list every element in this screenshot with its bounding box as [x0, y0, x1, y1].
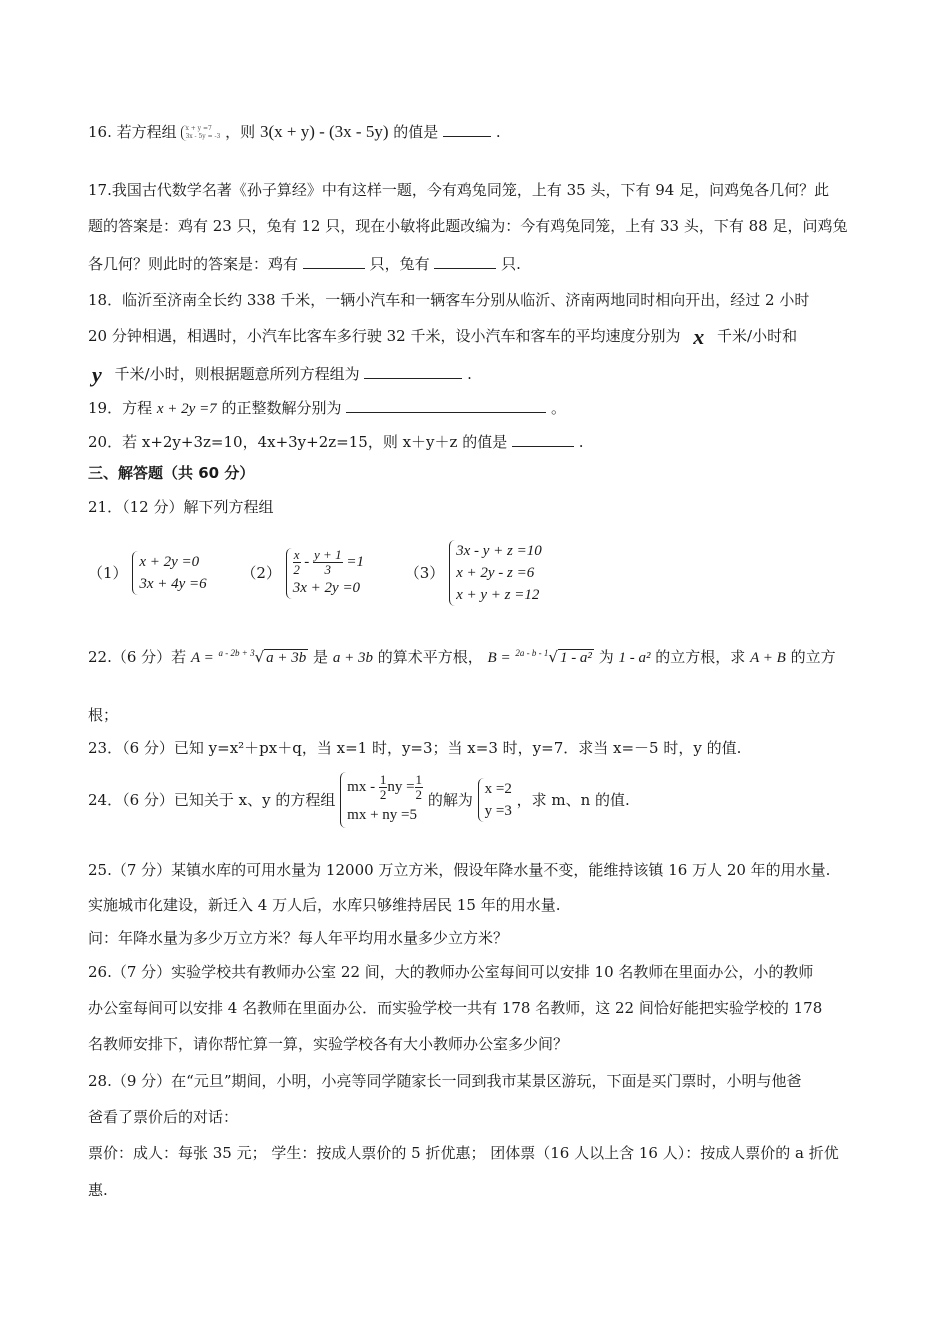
denominator: 2 [415, 787, 423, 803]
answer-blank[interactable] [512, 430, 574, 447]
question-text: 的正整数解分别为 [221, 399, 342, 417]
answer-blank[interactable] [443, 120, 491, 137]
numerator: y + 1 [314, 546, 342, 562]
equation-line [293, 548, 364, 577]
numerator: x [293, 546, 300, 562]
question-20 [88, 430, 584, 452]
math-expression: 1 - a² [618, 650, 651, 666]
question-16 [88, 120, 501, 142]
denominator: 2 [293, 561, 300, 577]
question-28-line-3: 票价：成人：每张 35 元； 学生：按成人票价的 5 折优惠； 团体票（16 人以上含 16 人）：按成人票价的 a 折优 [88, 1144, 839, 1162]
answer-blank-rabbits[interactable] [434, 252, 496, 269]
question-text: 的算术平方根， [377, 648, 483, 666]
equation-line: 3x + 2y =0 [292, 579, 361, 596]
question-text: 各几何？则此时的答案是：鸡有 [88, 255, 299, 273]
root-index: a - 2b + 3 [218, 648, 255, 658]
question-28-line-4: 惠. [88, 1181, 108, 1199]
question-26-line-2: 办公室每间可以安排 4 名教师在里面办公．而实验学校一共有 178 名教师，这 22 间恰好能把实验学校的 178 [88, 999, 823, 1017]
solution-system [478, 778, 512, 822]
equation-line [347, 772, 423, 802]
question-22-line-2: 根； [88, 706, 119, 724]
equation-system-1 [132, 551, 206, 595]
equation-line: x =2 [484, 781, 512, 798]
equation-line: x + y + z =12 [456, 587, 540, 603]
equation-system [340, 772, 423, 828]
question-25-line-3: 问：年降水量为多少万立方米？每人年平均用水量多少立方米？ [88, 929, 509, 947]
question-text: 24．（6 分）已知关于 x、y 的方程组 [88, 791, 336, 810]
question-text: 的解为 [427, 791, 473, 810]
question-28-line-1: 28.（9 分）在“元旦”期间，小明，小亮等同学随家长一同到我市某景区游玩，下面是买门票时，小明与他爸 [88, 1072, 802, 1090]
equation-system-2 [286, 548, 364, 599]
equation-line: 3x + 4y =6 [139, 576, 207, 592]
denominator: 3 [324, 561, 332, 577]
question-21-title: 21．（12 分）解下列方程组 [88, 498, 274, 516]
question-21-systems [88, 540, 542, 616]
math-term: mx - [347, 779, 379, 795]
question-text: 20．若 x+2y+3z=10，4x+3y+2z=15，则 x＋y＋z 的值是 [88, 433, 508, 451]
question-text: . [495, 123, 501, 141]
question-text: ，则 [225, 123, 256, 141]
radicand: 1 - a² [559, 650, 592, 666]
question-text: . [578, 433, 584, 451]
variable-x: x [693, 324, 705, 349]
question-text: 的值是 [393, 123, 439, 141]
part-label: （1） [88, 564, 128, 582]
math-term: ny = [387, 779, 415, 795]
question-text: 的立方根，求 [655, 648, 746, 666]
question-text: 是 [313, 648, 329, 666]
question-17-line-1: 17.我国古代数学名著《孙子算经》中有这样一题，今有鸡兔同笼，上有 35 头，下有 94 足，问鸡兔各几何？此 [88, 181, 830, 199]
fraction [415, 773, 424, 802]
question-text: 为 [598, 648, 614, 666]
answer-blank[interactable] [346, 396, 546, 413]
numerator: 1 [415, 772, 423, 788]
radical-sign: √ [548, 648, 558, 666]
question-25-line-1: 25.（7 分）某镇水库的可用水量为 12000 万立方米，假设年降水量不变，能维持该镇 16 万人 20 年的用水量. [88, 861, 831, 879]
equation-line: 3x - 5y = -3 [185, 133, 221, 140]
question-text: 千米/小时，则根据题意所列方程组为 [114, 365, 360, 383]
question-26-line-3: 名教师安排下，请你帮忙算一算，实验学校各有大小教师办公室多少间？ [88, 1035, 569, 1053]
equation-line: x + 2y - z =6 [456, 565, 535, 581]
answer-blank-chickens[interactable] [303, 252, 365, 269]
question-25-line-2: 实施城市化建设，新迁入 4 万人后，水库只够维持居民 15 年的用水量. [88, 896, 561, 914]
question-text: 只，兔有 [369, 255, 430, 273]
question-22-line-1 [88, 643, 836, 668]
question-28-line-2: 爸看了票价后的对话： [88, 1108, 239, 1126]
question-text: 22.（6 分）若 [88, 648, 187, 666]
equation-line: x + y =7 [185, 125, 212, 132]
math-expression: A + B [750, 650, 786, 666]
question-text: 若方程组 [116, 123, 177, 141]
section-heading: 三、解答题（共 60 分） [88, 464, 255, 482]
question-18-line-3 [88, 362, 472, 385]
question-text: 只. [501, 255, 521, 273]
question-19 [88, 396, 566, 419]
math-expression: x + 2y =7 [156, 401, 217, 417]
question-text: 19．方程 [88, 399, 153, 417]
fraction [293, 548, 301, 577]
operator: - [300, 553, 314, 570]
question-18-line-2 [88, 326, 797, 347]
denominator: 2 [379, 787, 387, 803]
radical-sign: √ [254, 648, 265, 666]
root-index: 2a - b - 1 [515, 648, 549, 658]
math-expression: A = [190, 650, 214, 666]
part-label: （3） [404, 564, 445, 582]
numerator: 1 [379, 772, 387, 788]
equation-system [181, 125, 220, 141]
question-17-line-2: 题的答案是：鸡有 23 只，兔有 12 只，现在小敏将此题改编为：今有鸡兔同笼，上有 33 头，下有 88 足，问鸡兔 [88, 217, 848, 235]
math-expression: B = [487, 650, 511, 666]
equation-line: x + 2y =0 [139, 554, 200, 570]
question-text: 的立方 [790, 648, 836, 666]
operator: =1 [342, 553, 364, 570]
radicand: a + 3b [266, 650, 307, 666]
equation-line: mx + ny =5 [347, 807, 417, 824]
question-23: 23．（6 分）已知 y=x²＋px＋q，当 x=1 时，y=3；当 x=3 时，y=7．求当 x=－5 时，y 的值. [88, 739, 742, 757]
part-label: （2） [241, 564, 281, 582]
equation-line: 3x - y + z =10 [456, 543, 542, 559]
answer-blank[interactable] [364, 362, 462, 379]
question-text: 20 分钟相遇，相遇时，小汽车比客车多行驶 32 千米，设小汽车和客车的平均速度分别为 [88, 327, 681, 345]
equation-line: y =3 [484, 803, 512, 820]
question-text: 千米/小时和 [717, 327, 798, 345]
question-17-line-3 [88, 252, 521, 274]
question-24 [88, 772, 630, 832]
question-text: . [467, 365, 472, 383]
variable-y: y [92, 362, 102, 387]
equation-system-3 [449, 540, 542, 606]
math-expression: a + 3b [332, 650, 373, 666]
question-text: 。 [551, 399, 567, 417]
question-18-line-1: 18．临沂至济南全长约 338 千米，一辆小汽车和一辆客车分别从临沂、济南两地同时相向开出，经过 2 小时 [88, 291, 810, 309]
question-text: ，求 m、n 的值. [516, 791, 630, 810]
fraction [313, 548, 343, 577]
math-expression: 3(x + y) - (3x - 5y) [259, 122, 389, 141]
question-26-line-1: 26.（7 分）实验学校共有教师办公室 22 间，大的教师办公室每间可以安排 10 名教师在里面办公，小的教师 [88, 963, 814, 981]
question-number: 16. [88, 123, 112, 141]
